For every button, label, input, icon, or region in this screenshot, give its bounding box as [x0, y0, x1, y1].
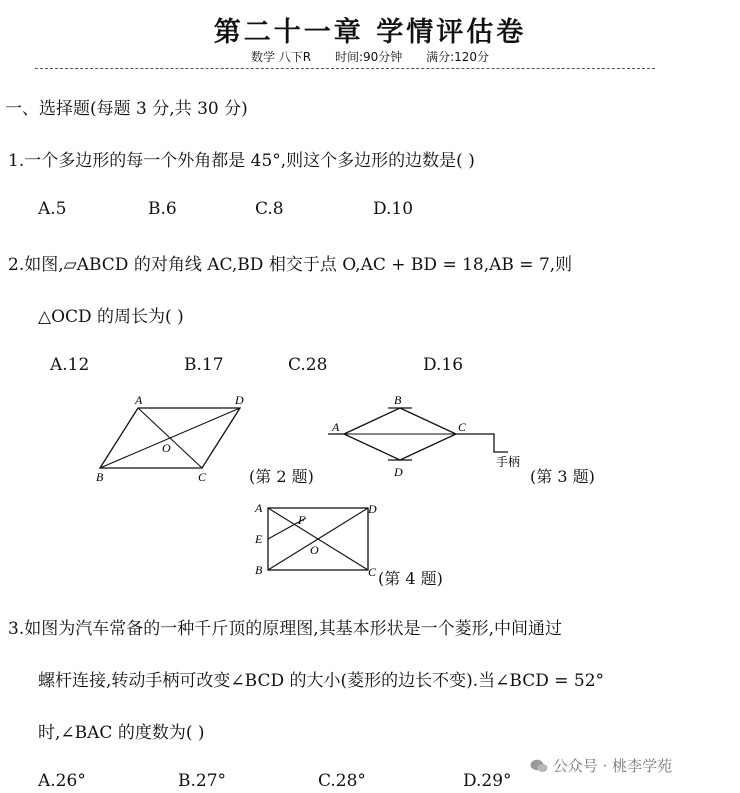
- q1-stem: 1.一个多边形的每一个外角都是 45°,则这个多边形的边数是( ): [8, 151, 475, 171]
- fig4-label-c: C: [368, 565, 377, 579]
- fig2-label-a: A: [135, 393, 143, 407]
- fig3-handle-label: 手柄: [496, 455, 521, 469]
- q2-option-d: D.16: [423, 355, 464, 375]
- fig4-label-o: O: [310, 543, 319, 557]
- watermark-text: 公众号 · 桃李学苑: [552, 757, 673, 775]
- fig3-label-b: B: [394, 393, 402, 407]
- fig3-jack-diagram: [322, 390, 532, 480]
- q3-option-c: C.28°: [318, 771, 366, 791]
- fig4-label-d: D: [368, 502, 377, 516]
- score-label: 满分:120分: [426, 50, 490, 64]
- fig2-caption: (第 2 题): [249, 467, 314, 486]
- q2-option-b: B.17: [184, 355, 224, 375]
- q3-stem-line-1: 3.如图为汽车常备的一种千斤顶的原理图,其基本形状是一个菱形,中间通过: [8, 619, 563, 639]
- q3-option-b: B.27°: [178, 771, 227, 791]
- q2-option-c: C.28: [288, 355, 328, 375]
- q3-stem-line-2: 螺杆连接,转动手柄可改变∠BCD 的大小(菱形的边长不变).当∠BCD = 52°: [38, 671, 605, 691]
- q3-option-d: D.29°: [463, 771, 512, 791]
- fig2-label-o: O: [162, 441, 171, 455]
- fig4-label-b: B: [255, 563, 263, 577]
- q2-stem-line-1: 2.如图,▱ABCD 的对角线 AC,BD 相交于点 O,AC + BD = 18,AB = 7,则: [8, 255, 573, 275]
- fig4-label-f: F: [298, 513, 306, 527]
- q1-option-c: C.8: [255, 199, 284, 219]
- page-title: 第二十一章 学情评估卷: [213, 17, 527, 48]
- fig2-label-d: D: [235, 393, 244, 407]
- subject-label: 数学 八下R: [250, 50, 312, 64]
- q1-option-a: A.5: [38, 199, 67, 219]
- fig3-label-d: D: [394, 465, 403, 479]
- fig4-label-e: E: [255, 532, 263, 546]
- fig2-parallelogram-diagram: [90, 388, 260, 483]
- q2-stem-line-2: △OCD 的周长为( ): [38, 307, 184, 327]
- q3-option-a: A.26°: [38, 771, 86, 791]
- fig4-label-a: A: [255, 501, 263, 515]
- fig2-label-b: B: [96, 470, 104, 483]
- fig3-caption: (第 3 题): [530, 467, 595, 486]
- fig3-label-c: C: [458, 420, 467, 434]
- q1-option-d: D.10: [373, 199, 414, 219]
- time-label: 时间:90分钟: [334, 50, 403, 64]
- watermark: [530, 755, 672, 776]
- fig3-label-a: A: [332, 420, 340, 434]
- fig4-rectangle-diagram: [248, 498, 388, 583]
- fig4-caption: (第 4 题): [378, 569, 443, 588]
- q3-stem-line-3: 时,∠BAC 的度数为( ): [38, 723, 205, 743]
- fig2-label-c: C: [198, 470, 207, 483]
- q1-option-b: B.6: [148, 199, 177, 219]
- exam-info: [0, 48, 740, 65]
- q2-option-a: A.12: [50, 355, 90, 375]
- header-divider: [35, 68, 655, 69]
- wechat-icon: [530, 759, 548, 773]
- section-heading: 一、选择题(每题 3 分,共 30 分): [5, 99, 248, 119]
